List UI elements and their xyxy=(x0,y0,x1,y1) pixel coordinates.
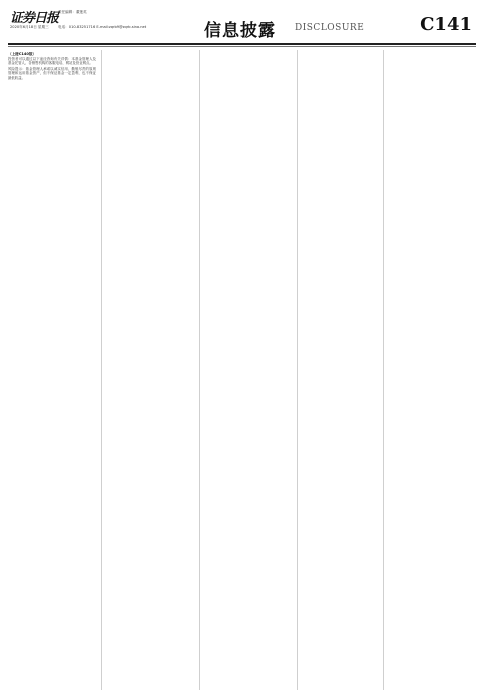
section-title-en: DISCLOSURE xyxy=(295,23,365,33)
newspaper-logo: 证券日报 xyxy=(10,11,59,26)
column-divider xyxy=(383,50,384,690)
continued-note: （上接C140版） xyxy=(8,52,37,56)
section-title-cn: 信息披露 xyxy=(204,21,276,41)
article-columns xyxy=(8,50,476,690)
editor-line: 责任编辑：董莲英 xyxy=(58,10,87,14)
intro-paragraph: 投资者可以通过以下途径咨询有关详情：本基金管理人及基金托管人、各销售机构的客服电话、网站及营业网点。 xyxy=(8,56,96,65)
text-column-5 xyxy=(388,50,476,690)
contact-line: 电话：010-83251716 E-mail:zqrb9@zqrb.sina.net xyxy=(58,25,147,29)
header-rule-thin xyxy=(8,46,476,47)
page-number: C141 xyxy=(420,14,472,35)
date-line: 2020年6月18日 星期三 xyxy=(10,25,49,29)
column-divider xyxy=(297,50,298,690)
column-divider xyxy=(101,50,102,690)
column-divider xyxy=(199,50,200,690)
header-rule xyxy=(8,43,476,45)
text-column-4 xyxy=(302,50,390,690)
risk-paragraph: 风险提示：基金管理人承诺以诚实信用、勤勉尽责的原则管理和运用基金资产，但不保证基金一定盈利，也不保证最低收益。 xyxy=(8,67,96,80)
text-column-2 xyxy=(106,50,194,690)
text-column-3 xyxy=(204,50,292,690)
text-column-1 xyxy=(8,50,96,690)
masthead xyxy=(8,4,476,46)
